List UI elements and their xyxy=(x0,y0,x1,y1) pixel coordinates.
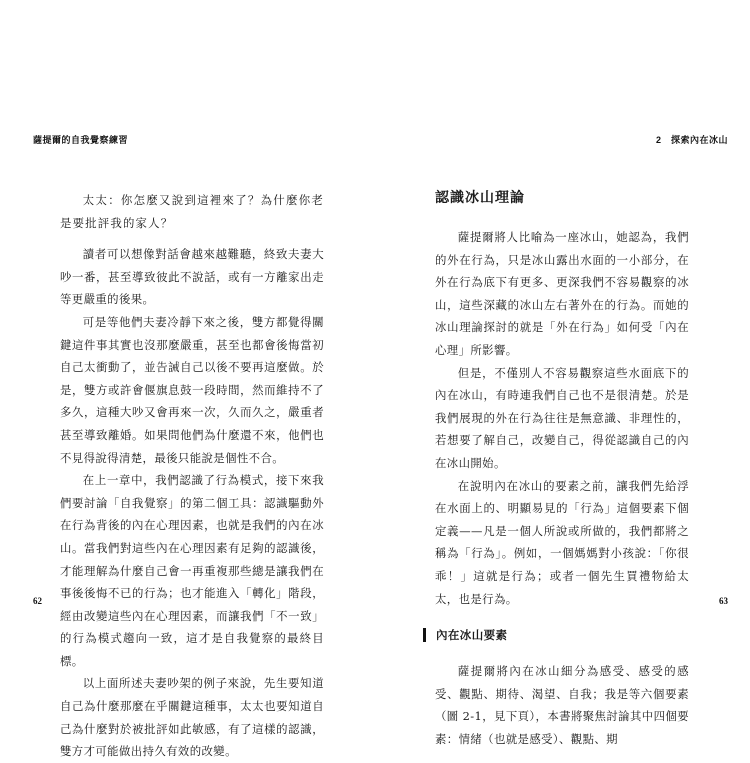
left-page-body xyxy=(60,189,324,763)
paragraph: 讀者可以想像對話會越來越難聽，終致夫妻大吵一番，甚至導致彼此不說話，或有一方離家出走等更嚴重的後果。 xyxy=(60,247,324,307)
paragraph: 可是等他們夫妻冷靜下來之後，雙方都覺得關鍵這件事其實也沒那麼嚴重，甚至也都會後悔當初自己太衝動了，並告誡自己以後不要再這麼做。於是，雙方或許會偃旗息鼓一段時間，然而維持不了多久，這種大吵又會再來一次，久而久之，嚴重者甚至導致離婚。如果問他們為什麼還不來，他們也不見得說得清楚，最後只能說是個性不合。 xyxy=(60,314,324,465)
dialogue-quote: 太太：你怎麼又說到這裡來了？為什麼你老是要批評我的家人？ xyxy=(60,193,324,230)
paragraph: 薩提爾將內在冰山細分為感受、感受的感受、觀點、期待、渴望、自我；我是等六個要素（圖 2-1，見下頁），本書將聚焦討論其中四個要素：情緒（也就是感受）、觀點、期 xyxy=(435,664,689,746)
paragraph: 在說明內在冰山的要素之前，讓我們先給浮在水面上的、明顯易見的「行為」這個要素下個定義——凡是一個人所說或所做的，我們都將之稱為「行為」。例如，一個媽媽對小孩說：「你很乖！」這就是行為；或者一個先生買禮物給太太，也是行為。 xyxy=(435,478,689,606)
section-title: 認識冰山理論 xyxy=(435,190,525,206)
paragraph: 以上面所述夫妻吵架的例子來說，先生要知道自己為什麼那麼在乎關鍵這種事，太太也要知道自己為什麼對於被批評如此敏感，有了這樣的認識，雙方才可能做出持久有效的改變。 xyxy=(60,676,324,759)
page-number-left: 62 xyxy=(33,596,42,606)
paragraph: 在上一章中，我們認識了行為模式，接下來我們要討論「自我覺察」的第二個工具：認識驅動外在行為背後的內在心理因素，也就是我們的內在冰山。當我們對這些內在心理因素有足夠的認識後，才能理解為什麼自己會一再重複那些總是讓我們在事後後悔不已的行為；也才能進入「轉化」階段，經由改變這些內在心理因素，而讓我們「不一致」的行為模式趨向一致，這才是自我覺察的最終目標。 xyxy=(60,473,324,668)
subsection-heading: 內在冰山要素 xyxy=(423,628,689,642)
right-page xyxy=(375,0,750,750)
paragraph: 薩提爾將人比喻為一座冰山，她認為，我們的外在行為，只是冰山露出水面的一小部分，在外在行為底下有更多、更深我們不容易觀察的冰山，這些深藏的冰山左右著外在的行為。而她的冰山理論探討的就是「外在行為」如何受「內在心理」所影響。 xyxy=(435,230,689,357)
paragraph: 但是，不僅別人不容易觀察這些水面底下的內在冰山，有時連我們自己也不是很清楚。於是我們展現的外在行為往往是無意識、非理性的，若想要了解自己，改變自己，得從認識自己的內在冰山開始。 xyxy=(435,365,689,470)
left-page xyxy=(0,0,375,759)
page-number-right: 63 xyxy=(719,596,728,606)
running-head-left: 薩提爾的自我覺察練習 xyxy=(33,135,129,145)
right-page-body xyxy=(435,184,689,750)
running-head-right: 2 探索內在冰山 xyxy=(655,135,728,145)
